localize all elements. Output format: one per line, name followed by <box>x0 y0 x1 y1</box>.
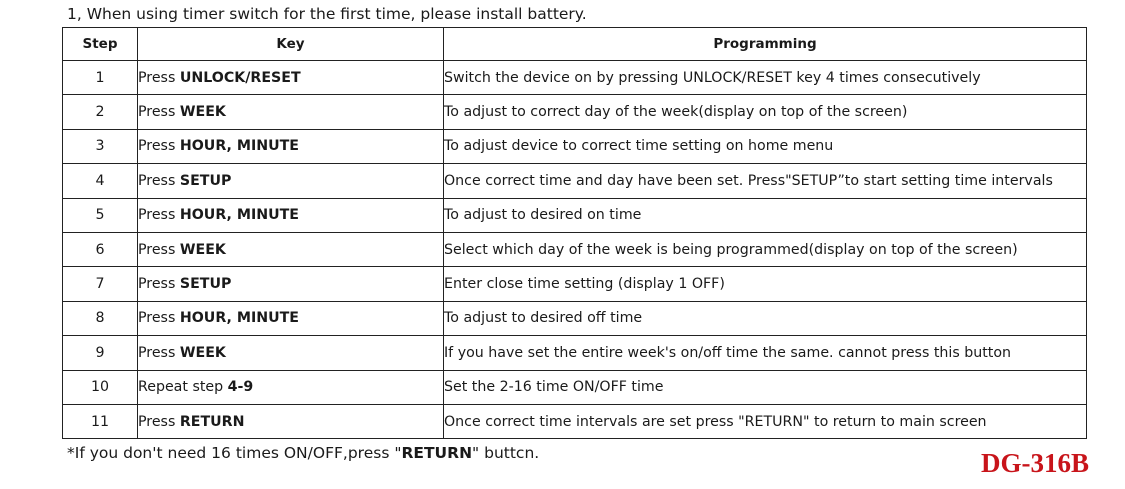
step-number: 9 <box>63 336 138 370</box>
step-number: 10 <box>63 370 138 404</box>
header-programming: Programming <box>444 28 1087 61</box>
table-row <box>63 404 1087 438</box>
key-prefix: Press <box>138 413 180 430</box>
programming-description: Once correct time intervals are set press "RETURN" to return to main screen <box>444 404 1087 438</box>
key-cell <box>138 129 444 163</box>
key-prefix: Press <box>138 104 180 121</box>
table-header-row <box>63 28 1087 61</box>
programming-description: Set the 2-16 time ON/OFF time <box>444 370 1087 404</box>
programming-description: Once correct time and day have been set. Press"SETUP”to start setting time intervals <box>444 164 1087 198</box>
key-cell <box>138 301 444 335</box>
key-prefix: Press <box>138 344 180 361</box>
key-name: UNLOCK/RESET <box>179 69 301 86</box>
table-row <box>63 198 1087 232</box>
key-name: SETUP <box>179 172 232 189</box>
key-prefix: Press <box>138 207 180 224</box>
key-name: SETUP <box>179 276 232 293</box>
programming-description: Select which day of the week is being programmed(display on top of the screen) <box>444 232 1087 266</box>
key-cell <box>138 267 444 301</box>
key-cell <box>138 336 444 370</box>
intro-text: 1, When using timer switch for the first time, please install battery. <box>67 5 587 23</box>
programming-steps-table <box>62 27 1087 439</box>
step-number: 1 <box>63 61 138 95</box>
key-name: RETURN <box>179 413 245 430</box>
table-row <box>63 232 1087 266</box>
table-row <box>63 301 1087 335</box>
step-number: 11 <box>63 404 138 438</box>
footnote-suffix: " buttcn. <box>472 444 540 462</box>
key-name: WEEK <box>179 241 226 258</box>
table-row <box>63 370 1087 404</box>
table-row <box>63 129 1087 163</box>
step-number: 2 <box>63 95 138 129</box>
key-name: WEEK <box>179 344 226 361</box>
model-number: DG-316B <box>981 448 1089 478</box>
header-key: Key <box>138 28 444 61</box>
key-prefix: Press <box>138 69 180 86</box>
key-name: HOUR, MINUTE <box>179 310 299 327</box>
programming-description: Switch the device on by pressing UNLOCK/RESET key 4 times consecutively <box>444 61 1087 95</box>
key-prefix: Press <box>138 276 180 293</box>
step-number: 7 <box>63 267 138 301</box>
key-prefix: Repeat step <box>138 379 228 396</box>
table-body <box>63 61 1087 439</box>
key-prefix: Press <box>138 172 180 189</box>
table-row <box>63 267 1087 301</box>
key-cell <box>138 198 444 232</box>
key-cell <box>138 370 444 404</box>
table-row <box>63 61 1087 95</box>
footnote-prefix: *If you don't need 16 times ON/OFF,press " <box>67 444 402 462</box>
step-number: 8 <box>63 301 138 335</box>
programming-description: To adjust to correct day of the week(display on top of the screen) <box>444 95 1087 129</box>
key-prefix: Press <box>138 310 180 327</box>
step-number: 5 <box>63 198 138 232</box>
programming-description: To adjust to desired off time <box>444 301 1087 335</box>
key-cell <box>138 164 444 198</box>
footnote <box>67 444 539 462</box>
key-prefix: Press <box>138 138 180 155</box>
key-name: WEEK <box>179 104 226 121</box>
footnote-bold: RETURN <box>401 444 473 462</box>
key-name: 4-9 <box>227 379 254 396</box>
key-name: HOUR, MINUTE <box>179 207 299 224</box>
key-cell <box>138 61 444 95</box>
programming-description: If you have set the entire week's on/off time the same. cannot press this button <box>444 336 1087 370</box>
programming-description: Enter close time setting (display 1 OFF) <box>444 267 1087 301</box>
key-cell <box>138 232 444 266</box>
step-number: 6 <box>63 232 138 266</box>
programming-description: To adjust device to correct time setting on home menu <box>444 129 1087 163</box>
table-row <box>63 336 1087 370</box>
header-step: Step <box>63 28 138 61</box>
key-name: HOUR, MINUTE <box>179 138 299 155</box>
key-prefix: Press <box>138 241 180 258</box>
key-cell <box>138 404 444 438</box>
table-row <box>63 164 1087 198</box>
step-number: 4 <box>63 164 138 198</box>
programming-description: To adjust to desired on time <box>444 198 1087 232</box>
step-number: 3 <box>63 129 138 163</box>
key-cell <box>138 95 444 129</box>
table-row <box>63 95 1087 129</box>
